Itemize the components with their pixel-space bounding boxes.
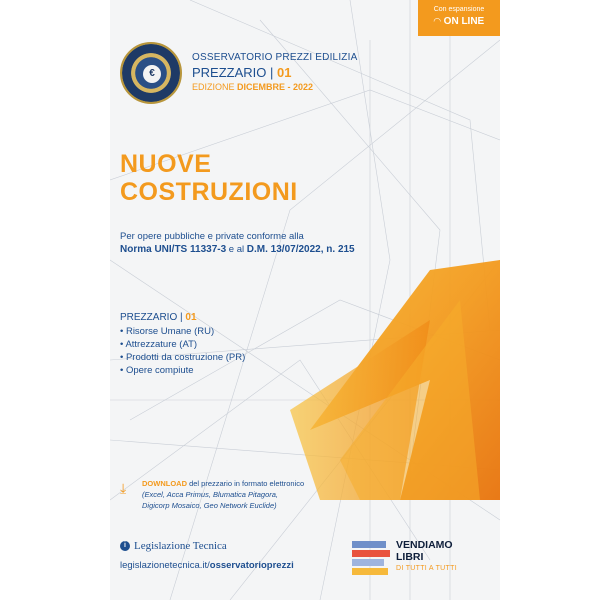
title-line2: COSTRUZIONI <box>120 178 298 206</box>
download-line2: (Excel, Acca Primus, Blumatica Pitagora, <box>142 490 279 499</box>
list-item: • Attrezzature (AT) <box>120 339 198 350</box>
prezzario-list-number: 01 <box>185 312 197 323</box>
download-section <box>120 478 304 511</box>
vendiamo-line1: VENDIAMO <box>396 539 453 551</box>
subtitle <box>120 230 355 256</box>
page-title <box>120 150 298 206</box>
list-item: • Risorse Umane (RU) <box>120 326 215 337</box>
observatory-header <box>192 52 357 92</box>
url-bold: osservatorioprezzi <box>209 560 294 571</box>
download-line1: del prezzario in formato elettronico <box>187 479 305 488</box>
org-name: OSSERVATORIO PREZZI EDILIZIA <box>192 52 358 63</box>
url-prefix: legislazionetecnica.it/ <box>120 560 210 571</box>
list-item: • Opere compiute <box>120 365 194 376</box>
prezzario-list-label: PREZZARIO | <box>120 312 186 323</box>
vendiamo-line2: LIBRI <box>396 551 424 563</box>
norm-dm: D.M. 13/07/2022, n. 215 <box>246 244 355 255</box>
publisher-url <box>120 560 294 571</box>
online-expansion-badge <box>418 0 500 36</box>
download-icon: ⤓ <box>120 480 127 496</box>
book-cover <box>110 0 500 600</box>
title-line1: NUOVE <box>120 150 212 178</box>
download-keyword: DOWNLOAD <box>142 479 187 488</box>
observatory-seal-logo <box>120 42 182 104</box>
badge-line2: ON LINE <box>443 16 485 27</box>
prezzario-number: 01 <box>277 65 292 80</box>
wifi-icon: ◠ <box>433 16 441 26</box>
norm-uni: Norma UNI/TS 11337-3 <box>120 244 227 255</box>
download-line3: Digicorp Mosaico, Geo Network Euclide) <box>142 501 277 510</box>
vendiamo-tagline: DI TUTTI A TUTTI <box>396 565 457 572</box>
prezzario-contents <box>120 312 245 377</box>
vendiamo-libri-watermark <box>352 535 462 585</box>
badge-line1: Con espansione <box>433 6 485 13</box>
edition-value: DICEMBRE - 2022 <box>237 82 314 92</box>
publisher-block <box>120 540 294 571</box>
euro-symbol: € <box>143 65 161 83</box>
publisher-name: Legislazione Tecnica <box>134 540 227 552</box>
books-stack-icon <box>352 541 392 581</box>
list-item: • Prodotti da costruzione (PR) <box>120 352 246 363</box>
prezzario-label: PREZZARIO | <box>192 65 277 80</box>
publisher-logo-icon: i <box>120 541 130 551</box>
subtitle-joiner: e al <box>226 244 247 255</box>
subtitle-line1: Per opere pubbliche e private conforme alla <box>120 231 304 242</box>
edition-prefix: EDIZIONE <box>192 82 238 92</box>
orange-number-one-graphic <box>280 260 500 500</box>
